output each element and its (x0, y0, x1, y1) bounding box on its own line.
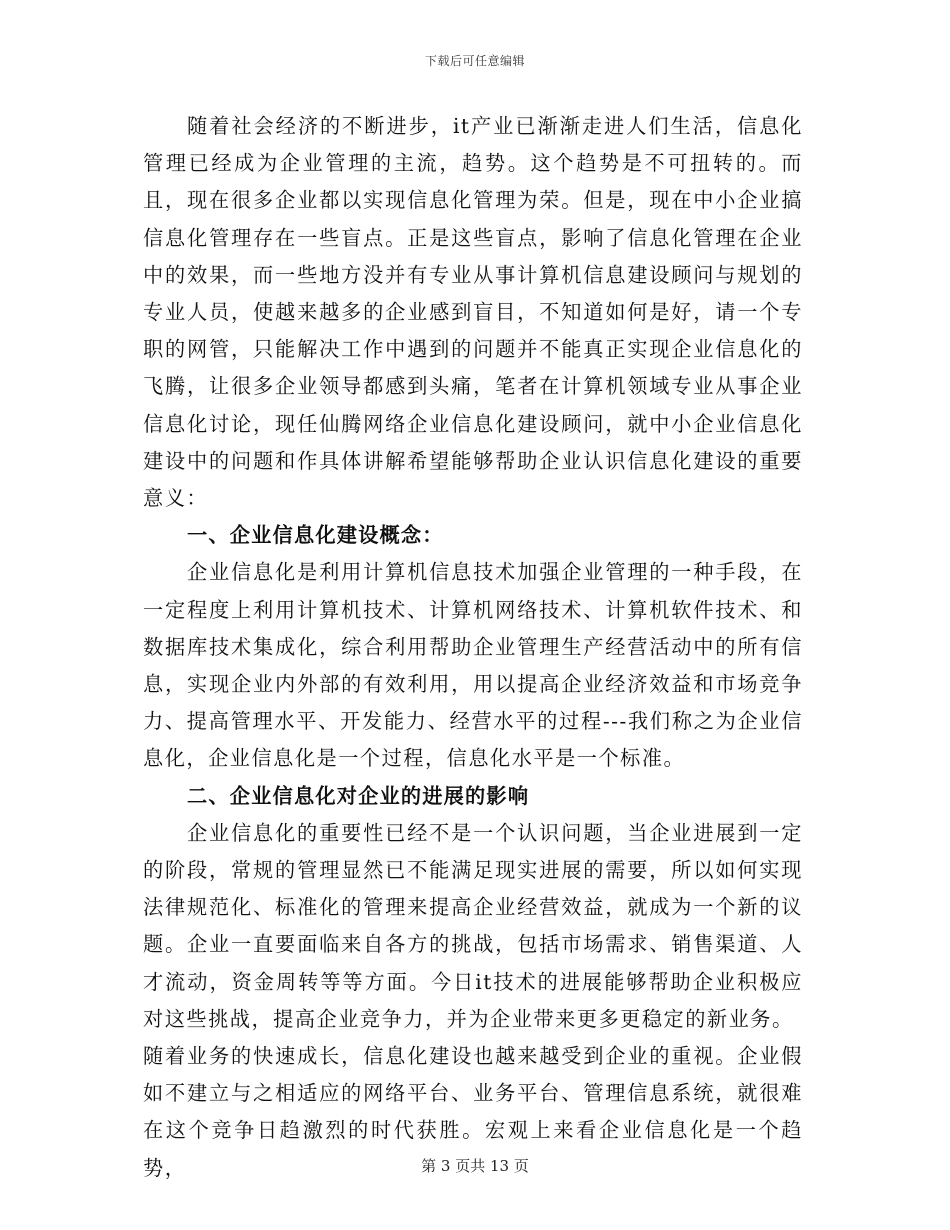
paragraph-impact: 企业信息化的重要性已经不是一个认识问题，当企业进展到一定的阶段，常规的管理显然已不能满足现实进展的需要，所以如何实现法律规范化、标准化的管理来提高企业经营效益，就成为一个新的议题。企业一直要面临来自各方的挑战，包括市场需求、销售渠道、人才流动，资金周转等等方面。今日it技术的进展能够帮助企业积极应对这些挑战，提高企业竞争力，并为企业带来更多更稳定的新业务。 (143, 820, 803, 1031)
paragraph-intro: 随着社会经济的不断进步，it产业已渐渐走进人们生活，信息化管理已经成为企业管理的主流，趋势。这个趋势是不可扭转的。而且，现在很多企业都以实现信息化管理为荣。但是，现在中小企业搞信息化管理存在一些盲点。正是这些盲点，影响了信息化管理在企业中的效果，而一些地方没并有专业从事计算机信息建设顾问与规划的专业人员，使越来越多的企业感到盲目，不知道如何是好，请一个专职的网管，只能解决工作中遇到的问题并不能真正实现企业信息化的飞腾，让很多企业领导都感到头痛，笔者在计算机领域专业从事企业信息化讨论，现任仙腾网络企业信息化建设顾问，就中小企业信息化建设中的问题和作具体讲解希望能够帮助企业认识信息化建设的重要意义： (143, 114, 803, 511)
section-heading-2: 二、企业信息化对企业的进展的影响 (187, 783, 530, 808)
page-header: 下载后可任意编辑 (424, 54, 525, 68)
page-footer: 第 3 页共 13 页 (421, 1157, 529, 1175)
paragraph-growth: 随着业务的快速成长，信息化建设也越来越受到企业的重视。企业假如不建立与之相适应的网络平台、业务平台、管理信息系统，就很难在这个竞争日趋激烈的时代获胜。宏观上来看企业信息化是一个趋势， (143, 1044, 803, 1180)
section-heading-1: 一、企业信息化建设概念： (187, 523, 444, 548)
paragraph-concept: 企业信息化是利用计算机信息技术加强企业管理的一种手段，在一定程度上利用计算机技术、计算机网络技术、计算机软件技术、和数据库技术集成化，综合利用帮助企业管理生产经营活动中的所有信息，实现企业内外部的有效利用，用以提高企业经济效益和市场竞争力、提高管理水平、开发能力、经营水平的过程---我们称之为企业信息化，企业信息化是一个过程，信息化水平是一个标准。 (143, 560, 803, 771)
document-body (143, 108, 803, 1187)
